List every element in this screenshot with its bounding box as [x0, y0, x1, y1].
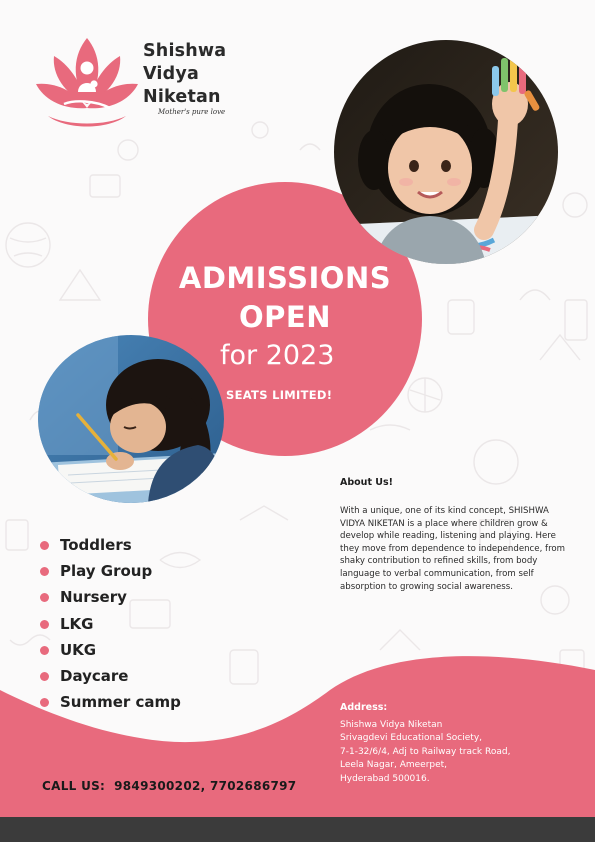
program-label: Daycare — [60, 666, 129, 685]
phone-numbers[interactable]: 9849300202, 7702686797 — [114, 779, 297, 793]
address-block — [340, 719, 510, 786]
about-title: About Us! — [340, 477, 393, 488]
call-us — [42, 779, 296, 793]
program-label: Summer camp — [60, 693, 181, 712]
bullet-dot-icon — [40, 593, 49, 602]
program-label: UKG — [60, 640, 97, 659]
seats-limited-notice: SEATS LIMITED! — [226, 388, 333, 402]
address-title: Address: — [340, 702, 388, 713]
photo-child-painting — [334, 40, 558, 264]
about-body: With a unique, one of its kind concept, SHISHWA VIDYA NIKETAN is a place where children grow & develop while reading, listening and playing. Here they move from dependence to independence, from shaky contribution to refined skills, from body language to verbal communication, from self absorption to growing social awareness. — [340, 506, 566, 592]
address-line: Hyderabad 500016. — [340, 773, 430, 784]
address-line: 7-1-32/6/4, Adj to Railway track Road, — [340, 746, 511, 757]
program-item — [38, 614, 181, 640]
lotus-mother-child-icon — [34, 34, 140, 132]
headline-year: for 2023 — [220, 340, 335, 371]
program-label: Nursery — [60, 588, 127, 607]
headline-admissions: ADMISSIONS — [178, 261, 392, 295]
brand-name-line-1: Shishwa — [143, 41, 227, 61]
bullet-dot-icon — [40, 567, 49, 576]
program-label: Play Group — [60, 562, 153, 581]
bullet-dot-icon — [40, 620, 49, 629]
brand-tagline: Mother's pure love — [158, 108, 226, 116]
footer-bar — [0, 817, 595, 842]
program-item — [38, 561, 181, 587]
brand-name-line-2: Vidya — [143, 64, 199, 84]
photo-child-writing — [38, 335, 224, 503]
address-line: Srivagdevi Educational Society, — [340, 733, 483, 744]
address-line: Leela Nagar, Ameerpet, — [340, 760, 448, 771]
brand-name-line-3: Niketan — [143, 87, 221, 107]
program-item — [38, 587, 181, 613]
call-label: CALL US: — [42, 779, 106, 793]
headline-open: OPEN — [239, 300, 331, 334]
program-label: Toddlers — [60, 536, 132, 554]
program-item — [38, 535, 181, 561]
program-label: LKG — [60, 614, 94, 633]
bullet-dot-icon — [40, 541, 49, 550]
address-line: Shishwa Vidya Niketan — [340, 720, 443, 730]
